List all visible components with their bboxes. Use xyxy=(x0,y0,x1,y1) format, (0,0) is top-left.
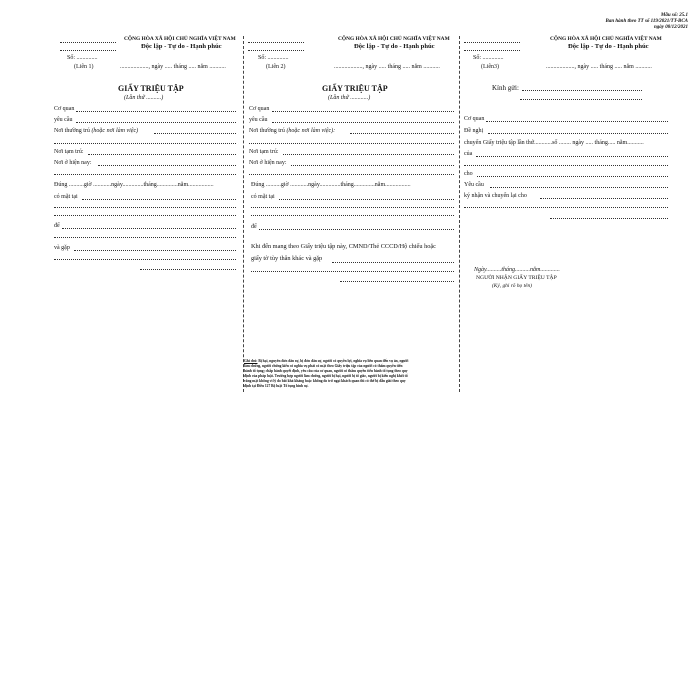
motto: Độc lập - Tự do - Hạnh phúc xyxy=(354,43,435,50)
nation-header: CỘNG HÒA XÃ HỘI CHỦ NGHĨA VIỆT NAM xyxy=(550,36,662,42)
motto: Độc lập - Tự do - Hạnh phúc xyxy=(141,43,222,50)
document-subtitle: (Lần thứ ............) xyxy=(328,95,371,101)
label-yeu-cau: yêu cầu xyxy=(54,117,73,123)
sign-subtitle: (Ký, ghi rõ họ tên) xyxy=(492,283,532,289)
footnote: Ghi chú: Bị hại, nguyên đơn dân sự, bị đơn dân sự, người có quyền lợi, nghĩa vụ liên quan đến vụ án, người làm chứng, người chứng kiến có nghĩa vụ phải có mặt theo Giấy triệu tập của người có thẩm quyền tiến hành tố tụng; chấp hành quyết định, yêu cầu của cơ quan, người có thẩm quyền tiến hành tố tụng theo quy định của pháp luật. Trường hợp người làm chứng, người bị hại, người bị tố giác, người bị kiến nghị khởi tố vắng mặt không vì lý do bất khả kháng hoặc không do trở ngại khách quan thì có thể bị dẫn giải theo quy định tại Điều 127 Bộ luật Tố tụng hình sự. xyxy=(244,359,409,388)
signature-line xyxy=(340,281,454,282)
copy-label: (Liên3) xyxy=(481,64,499,70)
sign-title: NGƯỜI NHẬN GIẤY TRIỆU TẬP xyxy=(476,275,557,281)
document-title: GIẤY TRIỆU TẬP xyxy=(118,84,184,93)
nation-header: CỘNG HÒA XÃ HỘI CHỦ NGHĨA VIỆT NAM xyxy=(338,36,450,42)
number-field: Số: .............. xyxy=(67,55,98,61)
number-field: Số: .............. xyxy=(258,55,289,61)
label-cua: của xyxy=(464,151,473,157)
motto: Độc lập - Tự do - Hạnh phúc xyxy=(568,43,649,50)
label-de: để xyxy=(251,224,257,230)
signature-line xyxy=(550,218,668,219)
copy-label: (Liên 2) xyxy=(266,64,286,70)
number-field: Số: .............. xyxy=(473,55,504,61)
label-yeu-cau: Yêu cầu xyxy=(464,182,484,188)
copy-divider-2 xyxy=(459,36,460,392)
label-co-mat-tai: có mặt tại xyxy=(251,194,275,200)
label-dung-gio: Đúng ..........giờ ............ngày..............tháng..............năm................. xyxy=(54,182,214,188)
label-noi-tam-tru: Nơi tạm trú: xyxy=(249,149,279,155)
label-noi-tam-tru: Nơi tạm trú: xyxy=(54,149,84,155)
date-line: ..................., ngày ..... tháng ..... năm ........... xyxy=(120,64,226,70)
label-cho: cho xyxy=(464,171,473,177)
date-line: ..................., ngày ..... tháng ..... năm ........... xyxy=(546,64,652,70)
sign-date: Ngày..........tháng..........năm............. xyxy=(474,267,560,273)
document-subtitle: (Lần thứ ..........) xyxy=(124,95,164,101)
label-co-quan: Cơ quan xyxy=(54,106,75,112)
label-noi-o-hien-nay: Nơi ở hiện nay: xyxy=(54,160,92,166)
label-va-gap: và gặp xyxy=(54,245,70,251)
label-giay-to: giấy tờ tùy thân khác và gặp xyxy=(251,255,323,262)
signature-line xyxy=(140,269,236,270)
label-noi-o-hien-nay: Nơi ở hiện nay: xyxy=(249,160,287,166)
label-chuyen-giay: chuyển Giấy triệu tập lần thứ............số ........ ngày ..... tháng..... năm........... xyxy=(464,140,644,146)
label-dung-gio: Đúng ..........giờ ............ngày..............tháng..............năm................. xyxy=(251,182,411,188)
label-co-mat-tai: có mặt tại xyxy=(54,194,78,200)
label-noi-thuong-tru: Nơi thường trú (hoặc nơi làm việc): xyxy=(249,128,336,134)
label-noi-thuong-tru: Nơi thường trú (hoặc nơi làm việc) xyxy=(54,128,139,134)
label-de: để xyxy=(54,223,60,229)
copy-label: (Liên 1) xyxy=(74,64,94,70)
document-title: GIẤY TRIỆU TẬP xyxy=(322,84,388,93)
label-co-quan: Cơ quan xyxy=(249,106,270,112)
label-ky-nhan: ký nhận và chuyển lại cho xyxy=(464,193,527,199)
label-kinh-gui: Kính gửi: xyxy=(492,84,519,92)
copy-divider-1 xyxy=(243,36,244,392)
label-khi-den: Khi đến mang theo Giấy triệu tập này, CMND/Thẻ CCCD/Hộ chiếu hoặc xyxy=(251,243,436,250)
form-code-line3: ngày 08/12/2021 xyxy=(653,25,688,30)
date-line: ..................., ngày ..... tháng ..... năm ........... xyxy=(334,64,440,70)
label-co-quan: Cơ quan xyxy=(464,116,485,122)
label-de-nghi: Đề nghị xyxy=(464,128,484,134)
nation-header: CỘNG HÒA XÃ HỘI CHỦ NGHĨA VIỆT NAM xyxy=(124,36,236,42)
form-code-line2: Ban hành theo TT số 119/2021/TT-BCA xyxy=(605,19,688,24)
form-code-line1: Mẫu số: 25.1 xyxy=(660,13,688,18)
label-yeu-cau: yêu cầu xyxy=(249,117,268,123)
